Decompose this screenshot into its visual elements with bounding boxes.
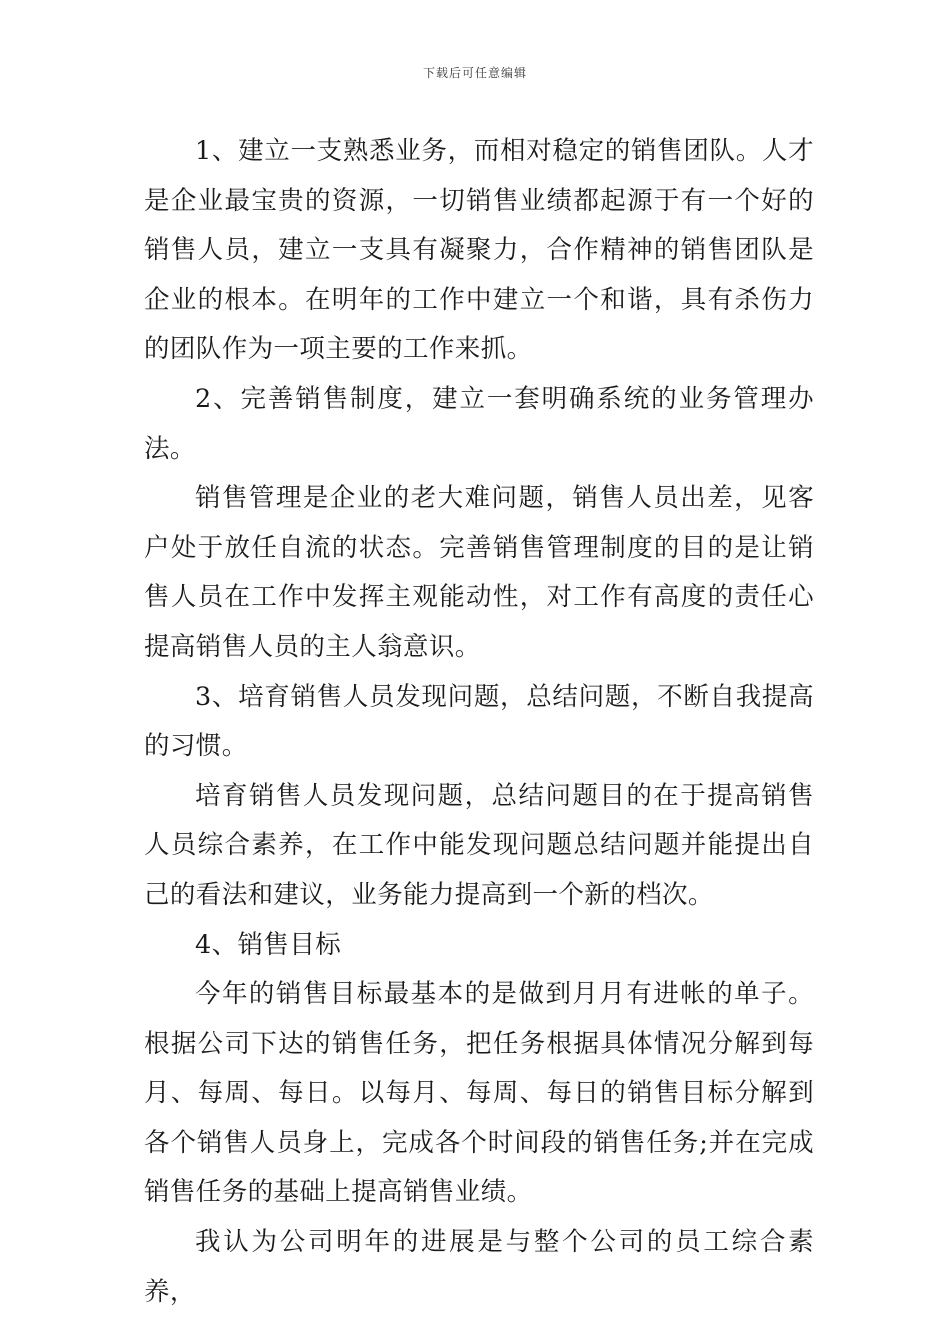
paragraph-8: 我认为公司明年的进展是与整个公司的员工综合素养， [144, 1227, 814, 1307]
page-header-note: 下载后可任意编辑 [422, 66, 527, 80]
paragraph-4: 3、培育销售人员发现问题，总结问题，不断自我提高的习惯。 [144, 681, 814, 762]
paragraph-7: 今年的销售目标最基本的是做到月月有进帐的单子。根据公司下达的销售任务，把任务根据具体情况分解到每月、每周、每日。以每月、每周、每日的销售目标分解到各个销售人员身上，完成各个时间段的销售任务;并在完成销售任务的基础上提高销售业绩。 [144, 979, 814, 1208]
paragraph-5: 培育销售人员发现问题，总结问题目的在于提高销售人员综合素养，在工作中能发现问题总结问题并能提出自己的看法和建议，业务能力提高到一个新的档次。 [144, 780, 814, 910]
paragraph-6: 4、销售目标 [195, 929, 342, 960]
paragraph-2: 2、完善销售制度，建立一套明确系统的业务管理办法。 [144, 383, 814, 464]
document-body [144, 127, 814, 1317]
paragraph-1: 1、建立一支熟悉业务，而相对稳定的销售团队。人才是企业最宝贵的资源，一切销售业绩都起源于有一个好的销售人员，建立一支具有凝聚力，合作精神的销售团队是企业的根本。在明年的工作中建立一个和谐，具有杀伤力的团队作为一项主要的工作来抓。 [144, 136, 814, 365]
paragraph-3: 销售管理是企业的老大难问题，销售人员出差，见客户处于放任自流的状态。完善销售管理制度的目的是让销售人员在工作中发挥主观能动性，对工作有高度的责任心提高销售人员的主人翁意识。 [144, 483, 814, 662]
